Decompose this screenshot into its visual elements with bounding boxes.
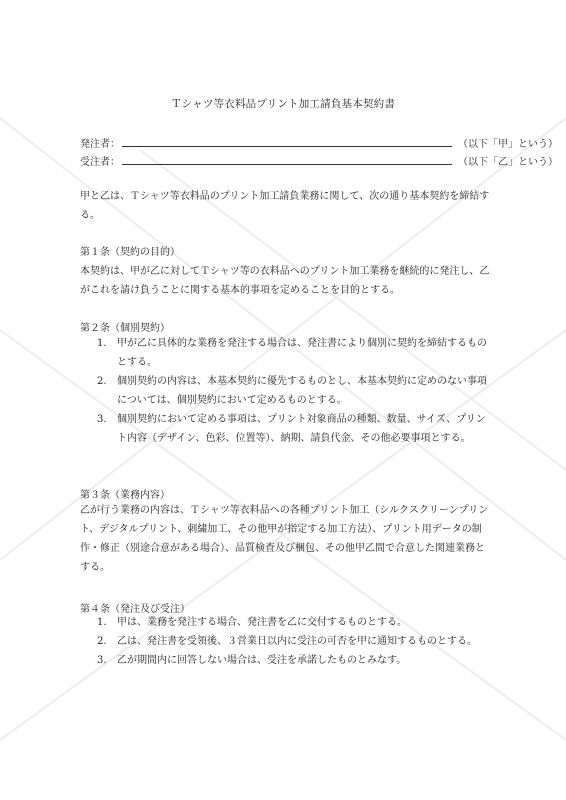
- list-item: [80, 372, 490, 410]
- list-item: [80, 613, 490, 632]
- document-title: Ｔシャツ等衣料品プリント加工請負基本契約書: [170, 98, 396, 110]
- list-item: [80, 410, 490, 448]
- intro-paragraph: 甲と乙は、Ｔシャツ等衣料品のプリント加工請負業務に関して、次の通り基本契約を締結する。: [80, 191, 490, 221]
- orderer-blank-line[interactable]: [122, 146, 452, 147]
- contractor-row: [80, 153, 558, 168]
- article-4-heading: 第４条（発注及び受注）: [80, 604, 190, 615]
- article-3-heading: 第３条（業務内容）: [80, 490, 170, 501]
- contractor-suffix: （以下「乙」という）: [458, 157, 558, 168]
- article-2-list: [80, 334, 490, 448]
- orderer-row: [80, 135, 558, 150]
- article-1-heading: 第１条（契約の目的）: [80, 247, 180, 258]
- list-item: [80, 651, 490, 670]
- item-number: 2.: [97, 636, 107, 647]
- item-text: 甲は、業務を発注する場合、発注書を乙に交付するものとする。: [117, 617, 407, 628]
- article-2-heading: 第２条（個別契約）: [80, 323, 170, 334]
- item-text: 個別契約において定める事項は、プリント対象商品の種類、数量、サイズ、プリント内容（デザイン、色彩、位置等）、納期、請負代金、その他必要事項とする。: [117, 414, 486, 444]
- list-item: [80, 632, 490, 651]
- item-number: 2.: [97, 376, 107, 387]
- article-3-body: 乙が行う業務の内容は、Ｔシャツ等衣料品への各種プリント加工（シルクスクリーンプリント、デジタルプリント、刺繍加工、その他甲が指定する加工方法）、プリント用データの制作・修正（別途合意がある場合）、品質検査及び梱包、その他甲乙間で合意した関連業務とする。: [80, 505, 489, 573]
- item-number: 3.: [97, 414, 107, 425]
- item-number: 1.: [97, 617, 107, 628]
- contractor-blank-line[interactable]: [122, 164, 452, 165]
- article-4-list: [80, 613, 490, 670]
- orderer-label: 発注者：: [80, 139, 120, 150]
- item-text: 甲が乙に具体的な業務を発注する場合は、発注書により個別に契約を締結するものとする。: [117, 338, 487, 368]
- item-text: 乙は、発注書を受領後、３営業日以内に受注の可否を甲に通知するものとする。: [117, 636, 477, 647]
- item-text: 個別契約の内容は、本基本契約に優先するものとし、本基本契約に定めのない事項については、個別契約において定めるものとする。: [117, 376, 487, 406]
- item-text: 乙が期間内に回答しない場合は、受注を承諾したものとみなす。: [117, 655, 407, 666]
- list-item: [80, 334, 490, 372]
- contractor-label: 受注者：: [80, 157, 120, 168]
- item-number: 1.: [97, 338, 107, 349]
- article-1-body: 本契約は、甲が乙に対してＴシャツ等の衣料品へのプリント加工業務を継続的に発注し、乙がこれを請け負うことに関する基本的事項を定めることを目的とする。: [80, 266, 490, 296]
- orderer-suffix: （以下「甲」という）: [458, 139, 558, 150]
- item-number: 3.: [97, 655, 107, 666]
